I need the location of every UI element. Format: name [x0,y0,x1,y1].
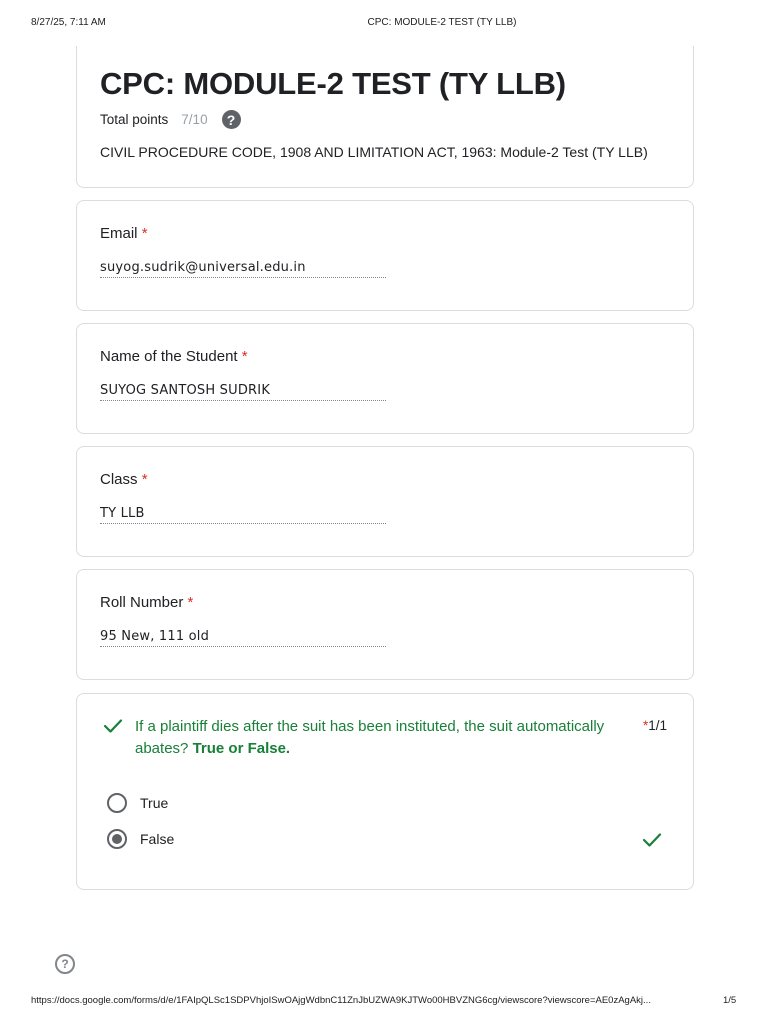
correct-answer-check-icon [642,832,662,848]
required-asterisk: * [643,718,649,733]
radio-selected-icon[interactable] [107,829,127,849]
option-false[interactable] [107,829,174,849]
total-points-value: 7/10 [181,112,208,127]
print-title: CPC: MODULE-2 TEST (TY LLB) [367,17,517,28]
class-answer: TY LLB [100,506,386,524]
email-answer: suyog.sudrik@universal.edu.in [100,260,386,278]
radio-unselected-icon[interactable] [107,793,127,813]
score-value: 1/1 [648,718,668,733]
question-text [135,716,635,760]
class-label-text: Class [100,471,142,488]
class-label [100,471,148,488]
page-number: 1/5 [723,995,737,1006]
student-name-label-text: Name of the Student [100,348,238,365]
roll-number-label-text: Roll Number [100,594,184,611]
form-description: CIVIL PROCEDURE CODE, 1908 AND LIMITATION ACT, 1963: Module-2 Test (TY LLB) [100,144,648,160]
help-circle-icon[interactable]: ? [55,954,75,974]
email-label [100,225,148,242]
help-icon[interactable]: ? [222,110,241,129]
question-score [643,718,667,733]
email-card [76,200,694,311]
roll-number-label [100,594,193,611]
radio-dot [112,834,122,844]
student-name-answer: SUYOG SANTOSH SUDRIK [100,383,386,401]
print-url: https://docs.google.com/forms/d/e/1FAIpQLSc1SDPVhjoISwOAjgWdbnC11ZnJbUZWA9KJTWo00HBVZNG6cg/viewscore?viewscore=AE0zAgAkj... [31,995,651,1006]
question-card [76,693,694,890]
print-date: 8/27/25, 7:11 AM [31,17,106,28]
correct-check-icon [103,718,123,734]
option-false-label: False [140,831,175,847]
total-points-row [100,110,241,129]
roll-number-card [76,569,694,680]
question-body: If a plaintiff dies after the suit has been instituted, the suit automatically abates? [135,718,605,757]
form-title: CPC: MODULE-2 TEST (TY LLB) [100,66,566,101]
email-label-text: Email [100,225,138,242]
required-asterisk: * [141,471,148,488]
option-true[interactable] [107,793,168,813]
roll-number-answer: 95 New, 111 old [100,629,386,647]
question-emphasis: True or False. [192,740,291,757]
option-true-label: True [140,795,169,811]
required-asterisk: * [241,348,248,365]
student-name-card [76,323,694,434]
required-asterisk: * [141,225,148,242]
class-card [76,446,694,557]
student-name-label [100,348,248,365]
total-points-label: Total points [100,112,169,127]
required-asterisk: * [187,594,194,611]
form-header-card [76,46,694,188]
